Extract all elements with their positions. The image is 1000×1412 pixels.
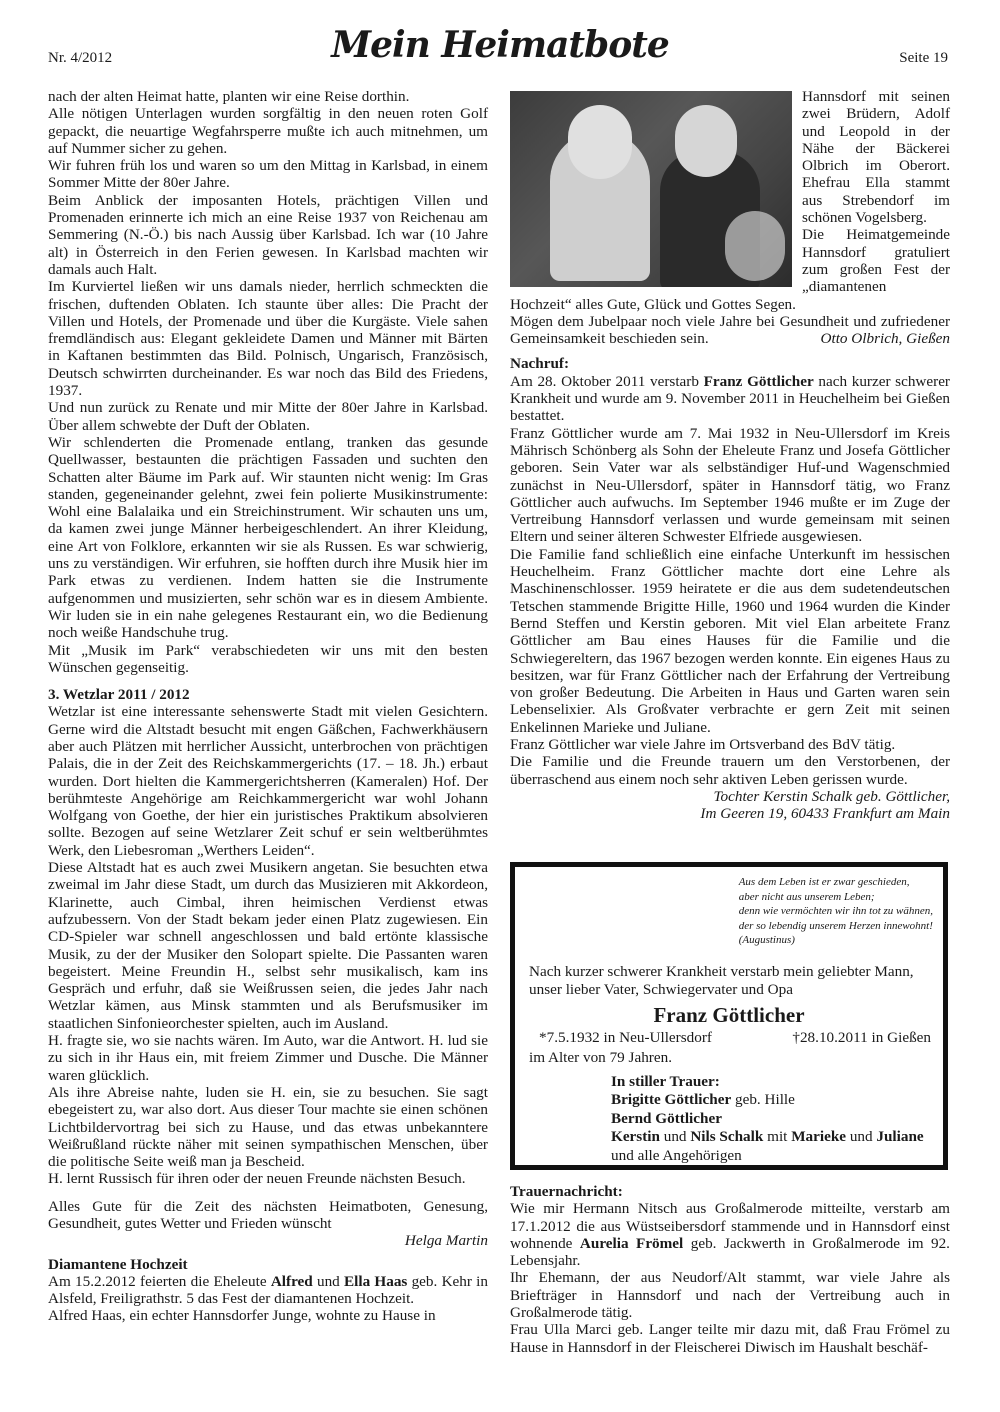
paragraph: H. lernt Russisch für ihren oder der neuen Freunde nächsten Besuch.: [48, 1170, 466, 1188]
left-column: [48, 88, 488, 1325]
text-run: nach kurzer schwerer Krankheit und wurde am 9. November 2011 in Heuchelheim bei Gießen bestattet.: [510, 372, 950, 425]
trauernachricht-section: [510, 1183, 950, 1356]
page-header: [0, 0, 1000, 80]
person-name: Ella Haas: [344, 1272, 408, 1290]
paragraph: Im Kurviertel ließen wir uns damals nieder, herrlich schmeckten die frischen, duftenden Oblaten. Ich staunte über alles: Die Pracht der Villen und Hotels, der Promenade und über die Kurgäste. Viele sahen fremdländisch aus: Elegant gekleidete Damen und Männer mit Bärten in Kaftanen bestimmten das Bild. Polnisch, Ungarisch, Französisch, Deutsch schwirrten durcheinander. Es war noch das Bild des Friedens, 1937.: [48, 278, 488, 400]
paragraph: Frau Ulla Marci geb. Langer teilte mir dazu mit, daß Frau Frömel zu Hause in Hannsdorf in der Fleischerei Diwisch im Haushalt beschäf-: [510, 1321, 950, 1356]
author-signature: Helga Martin: [404, 1232, 488, 1250]
section-heading-wetzlar: 3. Wetzlar 2011 / 2012: [48, 686, 190, 704]
mourner-name: und alle Angehörigen: [611, 1146, 742, 1164]
paragraph: Alfred Haas, ein echter Hannsdorfer Junge, wohnte zu Hause in: [48, 1307, 436, 1325]
paragraph: [510, 313, 950, 348]
mourner-name: Kerstin: [611, 1128, 660, 1146]
page-number: Seite 19: [899, 50, 948, 66]
paragraph: [48, 1273, 488, 1308]
mourners-heading: In stiller Trauer:: [611, 1073, 720, 1090]
text-run: geb. Jackwerth in Großalmerode im 92. Lebensjahr.: [510, 1234, 950, 1270]
section-heading-nachruf: Nachruf:: [510, 355, 570, 373]
person-name: Aurelia Frömel: [579, 1234, 684, 1252]
paragraph: Diese Altstadt hat es auch zwei Musikern angetan. Sie besuchten etwa zweimal im Jahr diese Stadt, um durch das Musizieren mit Akkordeon, Klarinette, auch Cimbal, ihren heimischen Verdienst etwas aufzubessern. Von der Stadt bekam jeder einen Platz zugewiesen. Ein CD-Spieler war schnell angeschlossen und bald ertönte klassische Musik, zu der der Musiker den Solopart spielte. Die Passanten waren begeistert. Meine Freundin H., selbst sehr musikalisch, kam ins Gespräch und erfuhr, daß sie Weißrussen seien, die jedes Jahr nach Wetzlar kämen, aus Minsk stammten und als Berufsmusiker im staatlichen Sinfonieorchester spielten, auch im Ausland.: [48, 859, 488, 1032]
text-run: geb. Hille: [731, 1091, 795, 1109]
paragraph: Die Heimatgemeinde Hannsdorf gratuliert zum großen Fest der „diamantenen Hochzeit“ alles Gute, Glück und Gottes Segen.: [510, 226, 950, 313]
text-run: und: [846, 1128, 877, 1146]
birth-date: *7.5.1932 in Neu-Ullersdorf: [539, 1029, 712, 1046]
paragraph: Franz Göttlicher wurde am 7. Mai 1932 in Neu-Ullersdorf im Kreis Mährisch Schönberg als Sohn der Eheleute Franz und Josefa Göttlicher geboren. Sein Vater war als selbständiger Huf-und Wagenschmied zunächst in Neu-Ullersdorf, später in Hannsdorf tätig, wo Franz Göttlicher auch aufwuchs. Im September 1946 mußte er im Zuge der Vertreibung Hannsdorf verlassen und wurde gemeinsam mit seinen Eltern und seiner älteren Schwester Elfriede ausgewiesen.: [510, 424, 950, 546]
mourner-name: Juliane: [876, 1128, 924, 1146]
paragraph: Wir schlenderten die Promenade entlang, tranken das gesunde Quellwasser, bestaunten die prächtigen Fassaden und suchten den Schatten alter Bäume im Park auf. Wir staunten nicht wenig: Im Gras standen, gegeneinander gelehnt, zwei fein polierte Musikinstrumente: Wohl eine Balalaika und ein Streichinstrument. Wir schauten uns um, da kamen zwei junge Männer herbeigeschlendert. An ihrer Kleidung, eine Art von Folklore, erkannten wir sie als Russen. Es war schwierig, uns zu verständigen. Wir erfuhren, sie hofften durch ihre Musik hier im Park etwas zu verdienen. Indem hatten sie die Instrumente aufgenommen und musizierten, sehr schön war es in diesem Ambiente. Wir luden sie in ein nahe gelegenes Restaurant ein, wo die Bedienung noch weiße Handschuhe trug.: [48, 433, 488, 642]
masthead-logo: Mein Heimatbote: [331, 24, 669, 66]
paragraph: Als ihre Abreise nahte, luden sie H. ein, sie zu besuchen. Sie sagt ebegeistert zu, war also dort. Aus dieser Tour machte sie einen schönen Lichtbildervortrag bei sich zu Hause, und das etwas unbekanntere Weißrußland rückte näher mit seinen sympathischen Menschen, über die politische Seite weiß man ja Bescheid.: [48, 1083, 488, 1171]
issue-number: Nr. 4/2012: [48, 50, 113, 66]
section-heading-diamond: Diamantene Hochzeit: [48, 1255, 188, 1273]
paragraph: [510, 373, 950, 425]
person-name: Franz Göttlicher: [703, 372, 814, 390]
death-notice-box: [510, 862, 948, 1170]
author-signature: Otto Olbrich, Gießen: [820, 330, 950, 348]
couple-photo: [510, 91, 792, 287]
paragraph: Hannsdorf mit seinen zwei Brüdern, Adolf und Leopold in der Nähe der Bäckerei Olbrich im Oberort. Ehefrau Ella stammt aus Strebendorf im schönen Vogelsberg.: [802, 88, 950, 227]
text-run: geb. Kehr in Alsfeld, Freiligrathstr. 5 das Fest der diamantenen Hochzeit.: [48, 1272, 488, 1308]
mourners-list: [611, 1073, 924, 1165]
deceased-name: Franz Göttlicher: [653, 1003, 805, 1027]
quote-line: Aus dem Leben ist er zwar geschieden,: [738, 876, 910, 888]
augustinus-quote: [739, 875, 933, 948]
paragraph: Mit „Musik im Park“ verabschiedeten wir uns mit den besten Wünschen gegenseitig.: [48, 641, 488, 676]
paragraph: Wetzlar ist eine interessante sehenswerte Stadt mit vielen Gesichtern. Gerne wird die Altstadt besucht mit engen Gäßchen, Fachwerkhäusern aber auch Plätzen mit herrlicher Aussicht, unterbrochen von prächtigen Palais, die in der Zeit des Reichskammergerichts (17. – 18. Jh.) erbaut wurden. Dort hielten die Kammergerichtsherren (Kameralen) Hof. Der berühmteste Angehörige am Reichkammergericht war wohl Johann Wolfgang von Goethe, der hier ein juristisches Praktikum absolvieren sollte. Bezogen auf seine Wetzlarer Zeit schuf er sein weltberühmtes Werk, den Liebesroman „Werthers Leiden“.: [48, 703, 488, 859]
paragraph: H. fragte sie, wo sie nachts wären. Im Auto, war die Antwort. H. lud sie zu sich in ihr Haus ein, mit freiem Zimmer und Dusche. Die Männer waren glücklich.: [48, 1032, 488, 1084]
life-dates: [529, 1029, 939, 1047]
paragraph: Wir fuhren früh los und waren so um den Mittag in Karlsbad, in einem Sommer Mitte der 80er Jahre.: [48, 157, 488, 192]
paragraph: Und nun zurück zu Renate und mir Mitte der 80er Jahre in Karlsbad. Über allem schwebte der Duft der Oblaten.: [48, 399, 488, 434]
paragraph: Franz Göttlicher war viele Jahre im Ortsverband des BdV tätig.: [510, 735, 896, 753]
mourner-name: Bernd Göttlicher: [611, 1109, 722, 1127]
mourner-name: Nils Schalk: [690, 1128, 764, 1146]
text-run: und: [659, 1128, 691, 1146]
text-run: Mögen dem Jubelpaar noch viele Jahre bei Gesundheit und zufriedener Gemeinsamkeit beschieden sein.: [510, 312, 950, 348]
age-text: im Alter von 79 Jahren.: [529, 1049, 672, 1066]
text-run: Wie mir Hermann Nitsch aus Großalmerode mitteilte, verstarb am 17.1.2012 die aus Wüstseibersdorf stammende und in Hannsdorf einst wohnende: [510, 1200, 950, 1252]
person-name: Alfred: [270, 1272, 313, 1290]
quote-line: denn wie vermöchten wir ihn tot zu wähnen,: [738, 905, 933, 917]
paragraph: [510, 1200, 950, 1269]
author-signature: Tochter Kerstin Schalk geb. Göttlicher,: [713, 787, 950, 805]
text-run: Am 28. Oktober 2011 verstarb: [510, 372, 704, 390]
text-run: und: [312, 1272, 345, 1290]
text-run: Am 15.2.2012 feierten die Eheleute: [48, 1272, 271, 1290]
paragraph: Beim Anblick der imposanten Hotels, prächtigen Villen und Promenaden erinnerte ich mich an eine Reise 1937 von Reichenau am Semmering (N.-Ö.) bis nach Aussig über Karlsbad. Ich war (10 Jahre alt) in Österreich in den Ferien gewesen. In Karlsbad machten wir damals auch Halt.: [48, 191, 488, 278]
author-address: Im Geeren 19, 60433 Frankfurt am Main: [700, 805, 950, 823]
death-date: †28.10.2011 in Gießen: [792, 1029, 931, 1046]
paragraph: Die Familie fand schließlich eine einfache Unterkunft im hessischen Heuchelheim. Franz Göttlicher machte dort eine Lehre als Maschinenschlosser. 1959 heiratete er die aus dem sudetendeutschen Tetschen stammende Brigitte Hille, 1960 und 1964 wurden die Kinder Bernd Steffen und Kerstin geboren. Mit viel Elan arbeitete Franz Göttlicher am Bau eines Hauses für die Familie und die Schwiegereltern, das 1967 bezogen werden konnte. Ein eigenes Haus zu besitzen, war für Franz Göttlicher nach der Erfahrung der Vertreibung von großer Bedeutung. Die Arbeiten in Haus und Garten waren sein Lebenselixier. Als Großvater verbrachte er gern Zeit mit seinen Enkelinnen Marieke und Juliane.: [510, 545, 950, 736]
mourner-name: Brigitte Göttlicher: [611, 1091, 732, 1109]
photo-flowers: [725, 211, 785, 281]
photo-figure: [675, 105, 737, 177]
section-heading-trauer: Trauernachricht:: [510, 1183, 623, 1200]
text-run: mit: [763, 1128, 792, 1146]
photo-figure: [568, 105, 632, 179]
quote-line: der so lebendig unserem Herzen innewohnt!: [738, 919, 933, 932]
paragraph: Alle nötigen Unterlagen wurden sorgfältig in den neuen roten Golf gepackt, die neuartige Wegfahrsperre mußte ich auch mitnehmen, um auf Nummer sicher zu gehen.: [48, 105, 488, 157]
paragraph: nach der alten Heimat hatte, planten wir eine Reise dorthin.: [48, 88, 410, 105]
mourner-name: Marieke: [791, 1128, 847, 1146]
paragraph: Die Familie und die Freunde trauern um den Verstorbenen, der überraschend aus einem noch sehr aktiven Leben gerissen wurde.: [510, 753, 950, 788]
paragraph: Ihr Ehemann, der aus Neudorf/Alt stammt, war viele Jahre als Briefträger in Hannsdorf und nach der Vertreibung auch in Großalmerode tätig.: [510, 1269, 950, 1322]
closing-text: Alles Gute für die Zeit des nächsten Heimatboten, Genesung, Gesundheit, gutes Wetter und Frieden wünscht: [48, 1197, 488, 1232]
notice-text: Nach kurzer schwerer Krankheit verstarb mein geliebter Mann, unser lieber Vater, Schwiegervater und Opa: [529, 963, 914, 998]
quote-line: (Augustinus): [738, 934, 795, 946]
right-column: [510, 88, 950, 822]
quote-line: aber nicht aus unserem Leben;: [738, 890, 875, 903]
